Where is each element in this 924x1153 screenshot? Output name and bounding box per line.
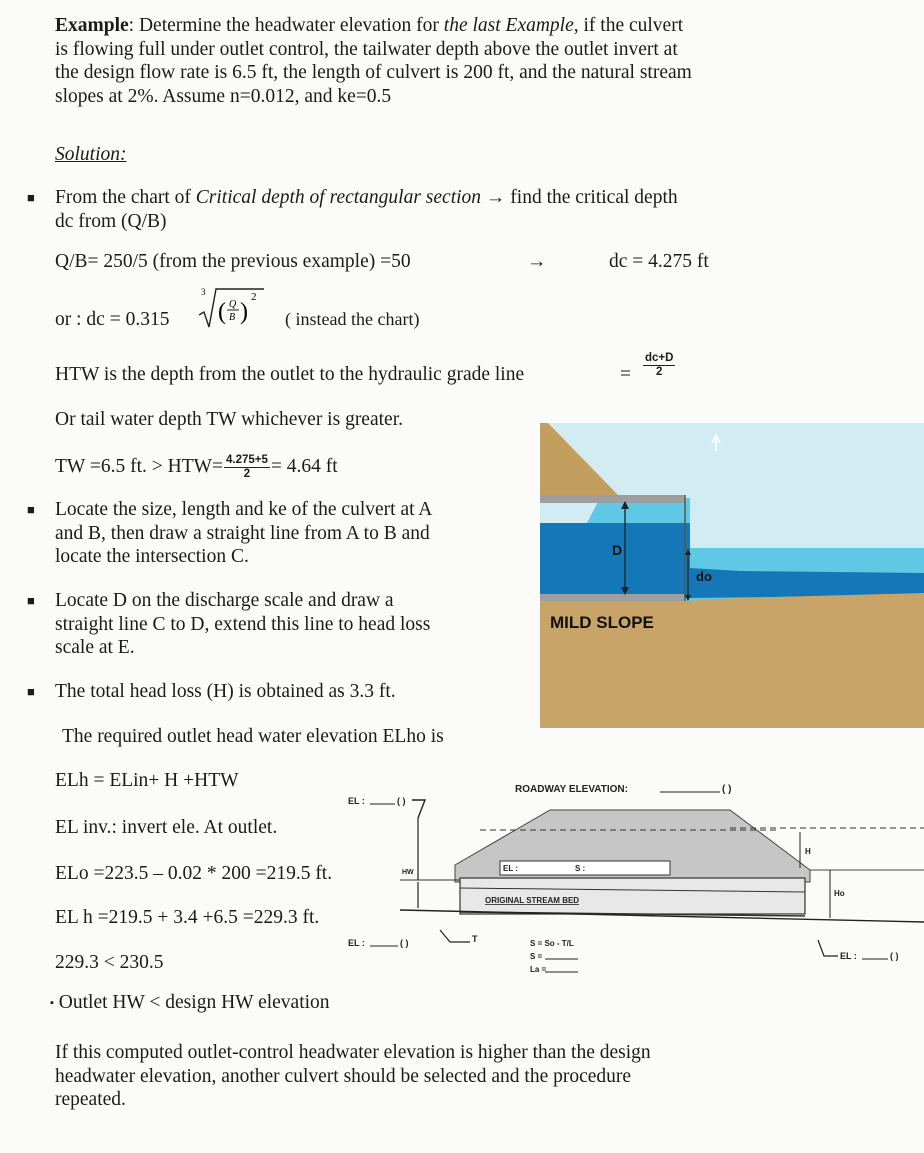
step3-paragraph: Locate D on the discharge scale and draw a straight line C to D, extend this line to head loss scale at E. bbox=[55, 590, 431, 658]
htw-definition: HTW is the depth from the outlet to the hydraulic grade line bbox=[55, 364, 525, 385]
dc-formula: or : dc = 0.315 bbox=[55, 309, 170, 330]
example-line-2: is flowing full under outlet control, the tailwater depth above the outlet invert at bbox=[55, 38, 678, 60]
comparison: 229.3 < 230.5 bbox=[55, 952, 164, 973]
el-invert-definition: EL inv.: invert ele. At outlet. bbox=[55, 817, 278, 838]
label-mild-slope: MILD SLOPE bbox=[550, 613, 654, 632]
htw-fraction: $\frac{dc+D}{2}$ bbox=[645, 352, 674, 378]
final-paragraph: If this computed outlet-control headwater elevation is higher than the design headwater elevation, another culvert should be selected and the procedure repeated. bbox=[55, 1042, 651, 1110]
dc-value: dc = 4.275 ft bbox=[609, 251, 709, 272]
instead-note: ( instead the chart) bbox=[285, 309, 420, 329]
h-label: H bbox=[805, 847, 811, 856]
el-top-label: EL : bbox=[348, 796, 365, 806]
elo-calculation: ELo =223.5 – 0.02 * 200 =219.5 ft. bbox=[55, 863, 333, 884]
svg-text:3: 3 bbox=[201, 287, 206, 297]
culvert-profile-figure bbox=[340, 770, 924, 988]
elh-calculation: EL h =219.5 + 3.4 +6.5 =229.3 ft. bbox=[55, 907, 320, 928]
step1-line2: dc from (Q/B) bbox=[55, 211, 167, 232]
qb-calculation: Q/B= 250/5 (from the previous example) =50 bbox=[55, 251, 411, 272]
svg-text:( ): ( ) bbox=[890, 951, 899, 961]
svg-text:(: ( bbox=[218, 299, 226, 325]
label-do: do bbox=[696, 569, 712, 584]
equals-sign: = bbox=[620, 364, 631, 385]
required-elevation-text: The required outlet head water elevation ELho is bbox=[62, 726, 444, 747]
label-d: D bbox=[612, 542, 623, 558]
culvert-mild-slope-figure bbox=[540, 423, 924, 728]
step1-line1: From the chart of Critical depth of rectangular section → find the critical depth bbox=[55, 187, 678, 208]
svg-text:La =: La = bbox=[530, 965, 547, 974]
svg-text:2: 2 bbox=[251, 291, 257, 303]
svg-text:): ) bbox=[240, 299, 248, 325]
bullet-icon: ■ bbox=[27, 502, 35, 517]
svg-text:B: B bbox=[229, 312, 236, 323]
bullet-icon: ■ bbox=[27, 190, 35, 205]
roadway-elevation-label: ROADWAY ELEVATION: bbox=[515, 784, 628, 795]
svg-text:S =: S = bbox=[530, 952, 543, 961]
arrow-icon: → bbox=[527, 251, 547, 272]
el-bottom-label: EL : bbox=[348, 938, 365, 948]
svg-text:( ): ( ) bbox=[397, 796, 406, 806]
step2-paragraph: Locate the size, length and ke of the culvert at A and B, then draw a straight line from A to B and locate the intersection C. bbox=[55, 499, 433, 567]
radical-formula bbox=[196, 283, 278, 331]
svg-text:EL :: EL : bbox=[503, 864, 518, 873]
stream-bed-label: ORIGINAL STREAM BED bbox=[485, 896, 580, 905]
bullet-icon: ■ bbox=[27, 684, 35, 699]
svg-text:S :: S : bbox=[575, 864, 586, 873]
bullet-icon: ■ bbox=[27, 593, 35, 608]
tw-text: Or tail water depth TW whichever is greater. bbox=[55, 409, 403, 430]
solution-heading: Solution: bbox=[55, 144, 127, 165]
example-line-4: slopes at 2%. Assume n=0.012, and ke=0.5 bbox=[55, 85, 392, 107]
step4-total-head-loss: The total head loss (H) is obtained as 3.3 ft. bbox=[55, 681, 396, 702]
culvert-bottom bbox=[540, 594, 685, 601]
svg-text:T: T bbox=[472, 934, 478, 944]
hw-label: HW bbox=[402, 869, 414, 876]
outlet-conclusion: ▪ Outlet HW < design HW elevation bbox=[50, 992, 330, 1013]
svg-text:Q: Q bbox=[229, 299, 237, 310]
example-paragraph: Example: Determine the headwater elevation for the last Example, if the culvert is flowing full under outlet control, the tailwater depth above the outlet invert at the design flow rate is 6.5 ft, the length of culvert is 200 ft, and the natural stream slopes at 2%. Assume n=0.012, and ke=0.5 bbox=[55, 15, 692, 107]
example-label: Example bbox=[55, 15, 129, 36]
tw-calculation: TW =6.5 ft. > HTW= $\frac{4.275+5}{2}$ = 4.64 ft bbox=[55, 454, 338, 480]
el-right-label: EL : bbox=[840, 951, 857, 961]
ho-label: Ho bbox=[834, 889, 845, 898]
svg-text:( ): ( ) bbox=[400, 938, 409, 948]
elh-equation: ELh = ELin+ H +HTW bbox=[55, 770, 239, 791]
svg-text:( ): ( ) bbox=[722, 784, 732, 795]
slope-equation: S = So - T/L bbox=[530, 939, 574, 948]
culvert-top bbox=[540, 495, 685, 503]
example-line-3: the design flow rate is 6.5 ft, the length of culvert is 200 ft, and the natural stream bbox=[55, 62, 692, 83]
